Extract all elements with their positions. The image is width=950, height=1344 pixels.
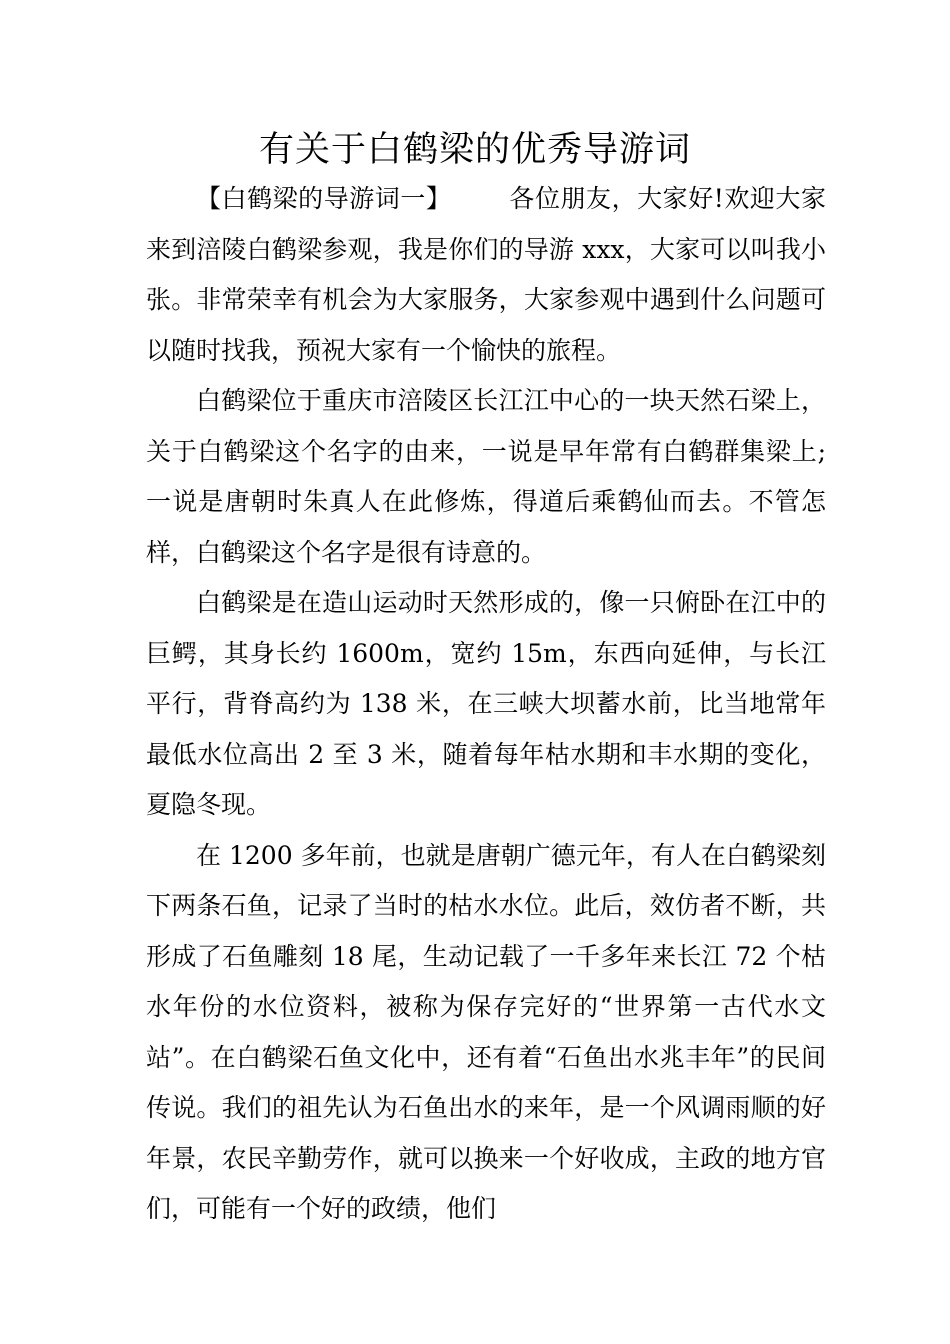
paragraph-text: 各位朋友，大家好!欢迎大家来到涪陵白鹤梁参观，我是你们的导游 xxx，大家可以叫我小张。非常荣幸有机会为大家服务，大家参观中遇到什么问题可以随时找我，预祝大家有一个愉快的旅程。 <box>146 184 826 365</box>
paragraph: 白鹤梁位于重庆市涪陵区长江江中心的一块天然石梁上，关于白鹤梁这个名字的由来，一说是早年常有白鹤群集梁上;一说是唐朝时朱真人在此修炼，得道后乘鹤仙而去。不管怎样，白鹤梁这个名字是很有诗意的。 <box>146 386 826 567</box>
document-title: 有关于白鹤梁的优秀导游词 <box>258 130 691 170</box>
paragraph: 白鹤梁是在造山运动时天然形成的，像一只俯卧在江中的巨鳄，其身长约 1600m，宽约 15m，东西向延伸，与长江平行，背脊高约为 138 米，在三峡大坝蓄水前，比当地常年最低水位高出 2 至 3 米，随着每年枯水期和丰水期的变化，夏隐冬现。 <box>146 588 826 819</box>
paragraph: 在 1200 多年前，也就是唐朝广德元年，有人在白鹤梁刻下两条石鱼，记录了当时的枯水水位。此后，效仿者不断，共形成了石鱼雕刻 18 尾，生动记载了一千多年来长江 72 个枯水年份的水位资料，被称为保存完好的“世界第一古代水文站”。在白鹤梁石鱼文化中，还有着“石鱼出水兆丰年”的民间传说。我们的祖先认为石鱼出水的来年，是一个风调雨顺的好年景，农民辛勤劳作，就可以换来一个好收成，主政的地方官们，可能有一个好的政绩，他们 <box>146 840 826 1223</box>
paragraph-intro <box>146 174 826 376</box>
section-heading: 【白鹤梁的导游词一】 <box>196 184 452 213</box>
document-body <box>146 174 826 1235</box>
